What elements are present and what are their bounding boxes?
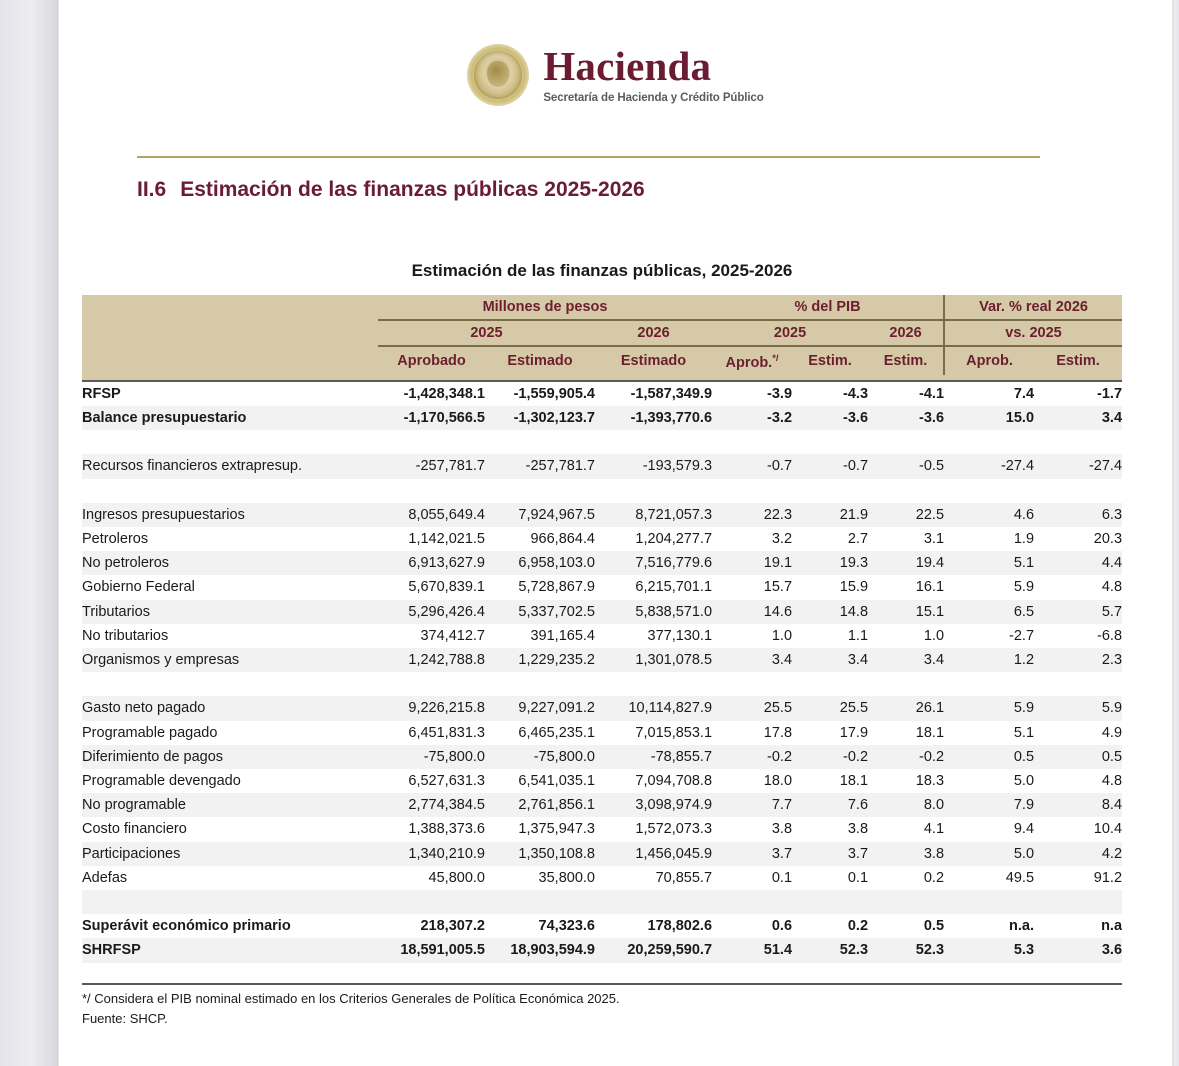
row-value-aprob-3: 22.3 <box>763 506 793 523</box>
finance-table-wrapper <box>82 295 1122 987</box>
row-value-aprobado-0: 6,451,831.3 <box>408 724 485 741</box>
spacer-cell <box>82 479 1122 503</box>
row-value-aprob-6: 7.4 <box>1013 385 1035 402</box>
table-row <box>82 648 1122 672</box>
header-group-millones: Millones de pesos <box>378 295 712 320</box>
column-header-pib-2026-estimado: Estim. <box>883 352 928 369</box>
row-value-estim-7: 20.3 <box>1093 531 1123 548</box>
row-value-estimado-1: 6,958,103.0 <box>518 555 595 572</box>
row-label: Ingresos presupuestarios <box>82 506 245 523</box>
row-value-estim-4: 3.8 <box>847 821 869 838</box>
row-value-estim-4: 3.7 <box>847 845 869 862</box>
row-value-estim-5: 3.4 <box>923 652 945 669</box>
row-label: Participaciones <box>82 845 181 862</box>
row-value-estim-5: 18.1 <box>915 724 945 741</box>
table-spacer-row <box>82 672 1122 696</box>
row-label: No petroleros <box>82 555 170 572</box>
header-corner-cell-3 <box>82 346 378 375</box>
row-value-aprob-3: 51.4 <box>763 942 793 959</box>
table-header <box>82 295 1122 381</box>
row-label: Balance presupuestario <box>82 410 247 427</box>
row-value-aprob-6: -27.4 <box>1000 458 1035 475</box>
footnote-pib-note: */ Considera el PIB nominal estimado en los Criterios Generales de Política Económica 2025. <box>82 991 620 1006</box>
row-value-estim-5: 0.5 <box>923 918 945 935</box>
table-row <box>82 938 1122 962</box>
row-value-estimado-2: 7,094,708.8 <box>635 773 713 790</box>
row-value-aprob-3: 0.1 <box>771 869 793 886</box>
header-year-millones-2025: 2025 <box>378 320 595 346</box>
table-row <box>82 866 1122 890</box>
row-value-aprobado-0: 1,142,021.5 <box>408 531 485 548</box>
row-value-aprob-3: 18.0 <box>763 773 793 790</box>
row-value-aprob-3: 3.2 <box>771 531 793 548</box>
row-value-estim-7: 8.4 <box>1101 797 1123 814</box>
row-value-aprob-6: 5.3 <box>1013 942 1035 959</box>
row-value-estimado-2: 1,572,073.3 <box>635 821 713 838</box>
row-value-estim-5: 26.1 <box>915 700 945 717</box>
table-row <box>82 721 1122 745</box>
row-value-estim-7: 4.4 <box>1101 555 1123 572</box>
table-bottom-rule <box>82 983 1122 985</box>
row-value-aprobado-0: 5,670,839.1 <box>408 579 485 596</box>
table-footnotes <box>82 989 1122 1029</box>
row-value-estimado-2: 3,098,974.9 <box>635 797 713 814</box>
row-value-estim-7: -27.4 <box>1088 458 1123 475</box>
row-value-aprob-6: 1.2 <box>1013 652 1035 669</box>
row-value-estimado-1: 966,864.4 <box>530 531 595 548</box>
row-value-aprob-3: 3.7 <box>771 845 793 862</box>
row-value-estim-5: 1.0 <box>923 627 945 644</box>
row-value-estimado-2: 7,015,853.1 <box>635 724 713 741</box>
row-value-aprob-3: 3.4 <box>771 652 793 669</box>
row-value-estim-5: -0.5 <box>919 458 945 475</box>
row-value-estim-5: -3.6 <box>919 410 945 427</box>
row-value-aprob-6: 5.9 <box>1013 700 1035 717</box>
row-value-aprob-3: 14.6 <box>763 603 793 620</box>
row-value-estimado-2: -193,579.3 <box>642 458 713 475</box>
row-label: Petroleros <box>82 531 149 548</box>
row-value-estimado-1: 6,465,235.1 <box>518 724 595 741</box>
row-value-aprobado-0: -75,800.0 <box>423 748 485 765</box>
row-value-estim-4: 18.1 <box>839 773 869 790</box>
row-value-aprobado-0: 8,055,649.4 <box>408 506 485 523</box>
table-row <box>82 551 1122 575</box>
row-value-aprobado-0: 1,340,210.9 <box>408 845 485 862</box>
brand-header <box>59 44 1172 106</box>
row-value-aprob-3: 3.8 <box>771 821 793 838</box>
row-label: Programable pagado <box>82 724 218 741</box>
table-row <box>82 527 1122 551</box>
row-value-estim-5: -4.1 <box>919 385 945 402</box>
row-value-estim-5: 16.1 <box>915 579 945 596</box>
row-value-aprob-3: 17.8 <box>763 724 793 741</box>
page-gutter-left <box>0 0 58 1066</box>
row-value-estimado-1: 391,165.4 <box>530 627 595 644</box>
column-header-pib-2025-aprobado-text: Aprob. <box>725 354 773 371</box>
row-value-estimado-1: -1,302,123.7 <box>513 410 595 427</box>
row-value-aprobado-0: 2,774,384.5 <box>408 797 485 814</box>
brand-name: Hacienda <box>543 42 712 89</box>
page-title <box>137 178 1077 202</box>
row-value-estim-5: 22.5 <box>915 506 945 523</box>
row-value-aprob-3: -3.2 <box>767 410 793 427</box>
row-value-estim-7: 3.6 <box>1101 942 1123 959</box>
row-value-aprob-3: 7.7 <box>771 797 793 814</box>
row-value-estimado-1: 5,728,867.9 <box>518 579 595 596</box>
row-value-aprob-3: 19.1 <box>763 555 793 572</box>
row-value-estimado-1: 7,924,967.5 <box>518 506 595 523</box>
row-value-estim-4: -4.3 <box>843 385 869 402</box>
row-value-estimado-1: 1,375,947.3 <box>518 821 595 838</box>
row-value-estim-7: 4.8 <box>1101 773 1123 790</box>
row-value-estim-5: 4.1 <box>923 821 945 838</box>
header-group-pib: % del PIB <box>712 295 944 320</box>
finance-table <box>82 295 1122 987</box>
row-value-estimado-2: 1,204,277.7 <box>635 531 713 548</box>
row-value-estimado-1: 35,800.0 <box>538 869 595 886</box>
row-value-estimado-2: -78,855.7 <box>650 748 713 765</box>
row-value-aprob-6: 6.5 <box>1013 603 1035 620</box>
table-row <box>82 503 1122 527</box>
row-value-estim-4: -0.7 <box>843 458 869 475</box>
page-gutter-right <box>1172 0 1179 1066</box>
row-label: Adefas <box>82 869 128 886</box>
row-value-aprob-3: 15.7 <box>763 579 793 596</box>
spacer-cell <box>82 430 1122 454</box>
table-row <box>82 406 1122 430</box>
row-value-estimado-2: 377,130.1 <box>647 627 713 644</box>
table-row <box>82 769 1122 793</box>
row-value-aprob-6: 5.0 <box>1013 845 1035 862</box>
spacer-cell <box>82 672 1122 696</box>
table-row <box>82 454 1122 478</box>
row-value-estimado-2: -1,587,349.9 <box>630 385 713 402</box>
row-label: RFSP <box>82 385 121 402</box>
row-value-estim-5: -0.2 <box>919 748 945 765</box>
row-value-estim-4: 52.3 <box>839 942 869 959</box>
row-value-estim-7: 5.9 <box>1101 700 1123 717</box>
row-value-aprob-3: 0.6 <box>771 918 793 935</box>
row-value-estimado-1: 5,337,702.5 <box>518 603 595 620</box>
row-value-aprob-6: 0.5 <box>1013 748 1035 765</box>
row-value-aprobado-0: 9,226,215.8 <box>408 700 485 717</box>
row-value-aprob-3: -3.9 <box>767 385 793 402</box>
row-value-aprob-3: 1.0 <box>771 627 793 644</box>
row-value-estim-5: 18.3 <box>915 773 945 790</box>
mexico-coat-of-arms-seal-icon <box>467 44 529 106</box>
row-value-aprob-6: 5.9 <box>1013 579 1035 596</box>
header-year-millones-2026: 2026 <box>595 320 712 346</box>
table-spacer-row <box>82 479 1122 503</box>
column-header-millones-2026-estimado: Estimado <box>620 352 687 369</box>
row-value-aprob-6: -2.7 <box>1009 627 1035 644</box>
row-value-estimado-2: 7,516,779.6 <box>635 555 713 572</box>
row-value-estim-5: 8.0 <box>923 797 945 814</box>
row-value-aprob-3: -0.7 <box>767 458 793 475</box>
row-value-estimado-1: 1,229,235.2 <box>518 652 595 669</box>
row-value-estimado-2: 1,301,078.5 <box>635 652 713 669</box>
row-value-estim-7: 4.9 <box>1101 724 1123 741</box>
row-value-estim-4: 0.1 <box>847 869 869 886</box>
section-title-text: Estimación de las finanzas públicas 2025-2026 <box>180 178 645 201</box>
table-row <box>82 793 1122 817</box>
column-header-pib-2025-estimado: Estim. <box>808 352 852 369</box>
row-value-aprob-6: 49.5 <box>1005 869 1035 886</box>
row-label: Organismos y empresas <box>82 652 240 669</box>
row-value-aprob-6: 5.1 <box>1013 555 1035 572</box>
row-value-estim-4: 25.5 <box>839 700 869 717</box>
row-value-aprobado-0: 5,296,426.4 <box>408 603 485 620</box>
row-value-estim-4: 0.2 <box>847 918 869 935</box>
table-row <box>82 817 1122 841</box>
header-year-var-vs2025: vs. 2025 <box>944 320 1122 346</box>
row-label: Costo financiero <box>82 821 187 838</box>
row-value-estimado-1: 9,227,091.2 <box>518 700 595 717</box>
row-value-estimado-2: 70,855.7 <box>655 869 713 886</box>
row-value-aprobado-0: -1,428,348.1 <box>403 385 485 402</box>
row-value-estimado-1: 1,350,108.8 <box>518 845 595 862</box>
row-value-aprobado-0: 6,527,631.3 <box>408 773 485 790</box>
table-row <box>82 624 1122 648</box>
row-value-aprobado-0: -257,781.7 <box>415 458 485 475</box>
row-value-estim-4: -0.2 <box>843 748 869 765</box>
row-value-estimado-1: -75,800.0 <box>533 748 595 765</box>
row-value-estim-5: 0.2 <box>923 869 945 886</box>
row-value-estim-7: n.a <box>1101 918 1123 935</box>
row-value-aprobado-0: -1,170,566.5 <box>403 410 485 427</box>
row-value-estim-4: 19.3 <box>839 555 869 572</box>
row-value-estimado-1: 18,903,594.9 <box>510 942 595 959</box>
row-value-aprob-6: 7.9 <box>1013 797 1035 814</box>
brand-text <box>543 42 764 104</box>
row-value-estim-4: 15.9 <box>839 579 869 596</box>
row-value-estim-5: 15.1 <box>915 603 945 620</box>
row-value-aprob-6: 5.0 <box>1013 773 1035 790</box>
row-value-estim-4: 1.1 <box>847 627 869 644</box>
table-spacer-row <box>82 430 1122 454</box>
row-value-estim-7: 4.8 <box>1101 579 1123 596</box>
header-year-pib-2026: 2026 <box>868 320 944 346</box>
footnote-source: Fuente: SHCP. <box>82 1011 168 1027</box>
row-value-estim-7: 3.4 <box>1101 410 1123 427</box>
gold-divider-rule <box>137 156 1040 158</box>
footnote-marker: */ <box>772 353 779 364</box>
row-value-estimado-2: 10,114,827.9 <box>628 700 713 717</box>
row-value-estimado-2: 1,456,045.9 <box>635 845 713 862</box>
row-value-aprob-6: n.a. <box>1009 918 1035 935</box>
column-header-millones-2025-aprobado: Aprobado <box>397 352 466 369</box>
section-number: II.6 <box>137 178 167 201</box>
column-header-millones-2025-estimado: Estimado <box>507 352 573 369</box>
header-year-pib-2025: 2025 <box>712 320 868 346</box>
row-value-estim-4: 21.9 <box>839 506 869 523</box>
column-header-var-estimado: Estim. <box>1056 352 1100 369</box>
spacer-cell <box>82 890 1122 914</box>
row-value-estimado-1: 6,541,035.1 <box>518 773 595 790</box>
row-value-estimado-1: 74,323.6 <box>538 918 595 935</box>
row-value-aprob-6: 4.6 <box>1013 506 1035 523</box>
row-label: Superávit económico primario <box>82 918 291 935</box>
table-row <box>82 914 1122 938</box>
row-value-estim-7: 91.2 <box>1093 869 1123 886</box>
row-value-estimado-2: 5,838,571.0 <box>635 603 713 620</box>
header-corner-cell-2 <box>82 320 378 346</box>
row-value-estim-4: -3.6 <box>843 410 869 427</box>
row-value-estim-7: 6.3 <box>1101 506 1123 523</box>
row-value-estim-7: 2.3 <box>1101 652 1123 669</box>
header-row-groups <box>82 295 1122 320</box>
row-label: Gasto neto pagado <box>82 700 206 717</box>
row-value-estimado-2: 6,215,701.1 <box>635 579 713 596</box>
row-label: No tributarios <box>82 627 169 644</box>
row-value-estim-5: 19.4 <box>915 555 945 572</box>
table-caption: Estimación de las finanzas públicas, 2025-2026 <box>411 261 793 280</box>
row-label: SHRFSP <box>82 942 141 959</box>
row-value-estimado-1: 2,761,856.1 <box>518 797 595 814</box>
row-value-aprobado-0: 218,307.2 <box>420 918 485 935</box>
header-row-columns <box>82 346 1122 375</box>
row-value-estim-4: 17.9 <box>839 724 869 741</box>
row-value-estim-4: 14.8 <box>839 603 869 620</box>
column-header-pib-2025-aprobado <box>712 346 792 375</box>
row-label: No programable <box>82 797 186 814</box>
row-value-aprobado-0: 1,242,788.8 <box>408 652 485 669</box>
row-value-estim-5: 3.1 <box>923 531 945 548</box>
row-value-aprobado-0: 18,591,005.5 <box>400 942 485 959</box>
table-row <box>82 600 1122 624</box>
row-value-estim-5: 3.8 <box>923 845 945 862</box>
row-value-aprob-6: 1.9 <box>1013 531 1035 548</box>
row-value-estimado-1: -1,559,905.4 <box>513 385 595 402</box>
row-value-estim-4: 7.6 <box>847 797 869 814</box>
header-group-var: Var. % real 2026 <box>944 295 1122 320</box>
row-value-estim-7: 4.2 <box>1101 845 1123 862</box>
row-value-estimado-2: -1,393,770.6 <box>630 410 713 427</box>
row-value-aprobado-0: 45,800.0 <box>428 869 485 886</box>
row-value-estim-4: 3.4 <box>847 652 869 669</box>
table-row <box>82 381 1122 406</box>
row-value-estim-7: 0.5 <box>1101 748 1123 765</box>
brand-subtitle: Secretaría de Hacienda y Crédito Público <box>543 91 764 104</box>
row-value-aprob-6: 15.0 <box>1005 410 1035 427</box>
table-row <box>82 696 1122 720</box>
row-label: Programable devengado <box>82 773 241 790</box>
table-body <box>82 381 1122 987</box>
row-value-estimado-2: 8,721,057.3 <box>635 506 713 523</box>
row-value-estim-7: -1.7 <box>1097 385 1123 402</box>
row-value-estim-5: 52.3 <box>915 942 945 959</box>
row-label: Recursos financieros extrapresup. <box>82 458 303 475</box>
document-page <box>59 0 1172 1066</box>
row-label: Gobierno Federal <box>82 579 195 596</box>
row-value-aprob-3: -0.2 <box>767 748 793 765</box>
row-value-estimado-2: 20,259,590.7 <box>627 942 713 959</box>
row-value-aprobado-0: 6,913,627.9 <box>408 555 485 572</box>
row-value-aprobado-0: 1,388,373.6 <box>408 821 485 838</box>
row-value-estim-7: -6.8 <box>1097 627 1123 644</box>
column-header-var-aprobado: Aprob. <box>944 346 1034 375</box>
row-value-aprob-6: 5.1 <box>1013 724 1035 741</box>
row-label: Tributarios <box>82 603 150 620</box>
row-value-estim-4: 2.7 <box>847 531 869 548</box>
row-value-estimado-1: -257,781.7 <box>525 458 595 475</box>
row-value-estim-7: 10.4 <box>1093 821 1123 838</box>
table-row <box>82 842 1122 866</box>
header-row-years <box>82 320 1122 346</box>
row-label: Diferimiento de pagos <box>82 748 224 765</box>
row-value-estim-7: 5.7 <box>1101 603 1123 620</box>
table-row <box>82 745 1122 769</box>
row-value-aprobado-0: 374,412.7 <box>420 627 485 644</box>
header-corner-cell <box>82 295 378 320</box>
row-value-aprob-6: 9.4 <box>1013 821 1035 838</box>
row-value-aprob-3: 25.5 <box>763 700 793 717</box>
row-value-estimado-2: 178,802.6 <box>647 918 713 935</box>
table-spacer-row <box>82 890 1122 914</box>
table-row <box>82 575 1122 599</box>
